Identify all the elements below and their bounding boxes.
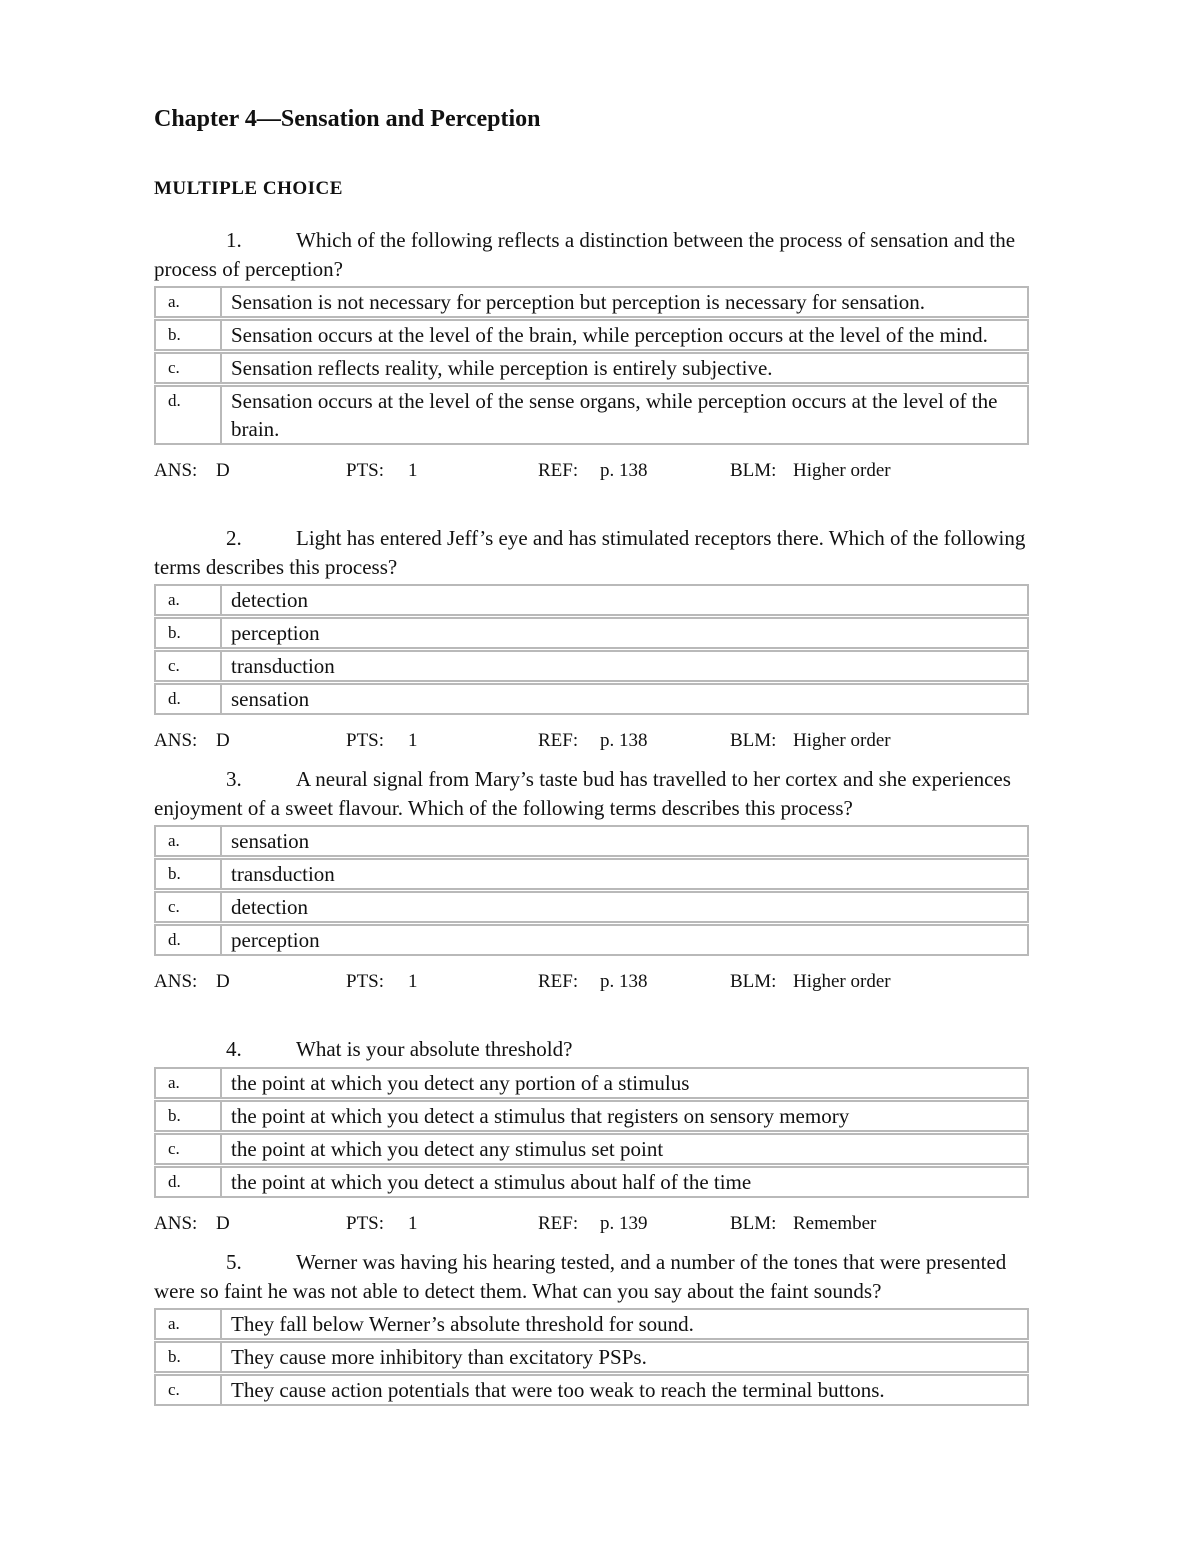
option-text: the point at which you detect any portion of a stimulus [221,1067,1029,1099]
option-letter: d. [154,385,221,445]
option-row [154,825,1029,857]
question-text: Which of the following reflects a distinction between the process of sensation and the process of perception? [154,228,1016,281]
question-3 [154,765,1029,999]
ans-label: ANS: [154,971,198,992]
option-row [154,924,1029,956]
option-letter: d. [154,1166,221,1198]
option-letter: a. [154,286,221,318]
ans-value: D [216,1212,230,1234]
options-table [154,1066,1029,1199]
option-text: Sensation is not necessary for perception but perception is necessary for sensation. [221,286,1029,318]
option-row [154,1308,1029,1340]
option-text: They cause more inhibitory than excitatory PSPs. [221,1341,1029,1373]
pts-value: 1 [408,971,418,992]
option-text: Sensation reflects reality, while perception is entirely subjective. [221,352,1029,384]
pts-value: 1 [408,730,418,751]
option-text: perception [221,924,1029,956]
ans-value: D [216,460,230,481]
option-row [154,683,1029,715]
option-text: the point at which you detect a stimulus about half of the time [221,1166,1029,1198]
option-letter: d. [154,924,221,956]
blm-label: BLM: [730,730,777,751]
option-row [154,891,1029,923]
option-row [154,584,1029,616]
option-letter: a. [154,1067,221,1099]
option-letter: c. [154,352,221,384]
section-heading: MULTIPLE CHOICE [154,178,343,199]
ref-value: p. 139 [600,1212,648,1234]
question-stem [154,765,1029,822]
question-1 [154,226,1029,488]
question-number: 4. [226,1037,242,1061]
option-letter: a. [154,825,221,857]
option-text: They cause action potentials that were too weak to reach the terminal buttons. [221,1374,1029,1406]
option-text: the point at which you detect any stimulus set point [221,1133,1029,1165]
option-letter: b. [154,1100,221,1132]
ref-label: REF: [538,460,579,481]
blm-value: Remember [793,1212,877,1234]
option-letter: b. [154,319,221,351]
blm-value: Higher order [793,971,891,992]
ref-value: p. 138 [600,730,648,751]
options-table [154,583,1029,716]
option-row [154,1341,1029,1373]
options-table [154,285,1029,446]
option-letter: c. [154,650,221,682]
option-text: perception [221,617,1029,649]
option-letter: b. [154,858,221,890]
option-text: sensation [221,683,1029,715]
option-row [154,1133,1029,1165]
chapter-title: Chapter 4—Sensation and Perception [154,106,541,132]
option-row [154,650,1029,682]
blm-label: BLM: [730,1212,777,1234]
option-letter: a. [154,584,221,616]
option-letter: a. [154,1308,221,1340]
option-text: They fall below Werner’s absolute threshold for sound. [221,1308,1029,1340]
option-row [154,1067,1029,1099]
answer-line [154,1213,1029,1241]
option-letter: b. [154,617,221,649]
option-letter: b. [154,1341,221,1373]
answer-line [154,730,1029,758]
ans-label: ANS: [154,730,198,751]
option-text: Sensation occurs at the level of the brain, while perception occurs at the level of the mind. [221,319,1029,351]
option-text: detection [221,891,1029,923]
option-letter: c. [154,1374,221,1406]
blm-value: Higher order [793,460,891,481]
option-row [154,1100,1029,1132]
question-stem [154,226,1029,283]
pts-label: PTS: [346,460,385,481]
ref-value: p. 138 [600,460,648,481]
pts-label: PTS: [346,730,385,751]
ans-value: D [216,730,230,751]
option-row [154,1374,1029,1406]
question-stem [154,1248,1029,1305]
question-text: Werner was having his hearing tested, and a number of the tones that were presented were so faint he was not able to detect them. What can you say about the faint sounds? [154,1250,1007,1303]
option-row [154,385,1029,445]
question-text: What is your absolute threshold? [296,1037,573,1061]
ref-label: REF: [538,971,579,992]
option-row [154,1166,1029,1198]
question-number: 5. [226,1250,242,1274]
options-table [154,1307,1029,1407]
question-stem [154,524,1029,581]
option-row [154,319,1029,351]
option-text: the point at which you detect a stimulus that registers on sensory memory [221,1100,1029,1132]
options-table [154,824,1029,957]
answer-line [154,460,1029,488]
option-text: Sensation occurs at the level of the sense organs, while perception occurs at the level of the brain. [221,385,1029,445]
question-5 [154,1248,1029,1407]
pts-label: PTS: [346,971,385,992]
blm-value: Higher order [793,730,891,751]
option-letter: d. [154,683,221,715]
answer-line [154,971,1029,999]
question-text: A neural signal from Mary’s taste bud has travelled to her cortex and she experiences enjoyment of a sweet flavour. Which of the following terms describes this process? [154,767,1011,820]
question-number: 1. [226,228,242,252]
ref-label: REF: [538,730,579,751]
ans-label: ANS: [154,460,198,481]
ref-label: REF: [538,1212,579,1234]
option-text: detection [221,584,1029,616]
option-text: transduction [221,650,1029,682]
pts-value: 1 [408,460,418,481]
option-letter: c. [154,891,221,923]
option-text: transduction [221,858,1029,890]
question-stem [154,1035,1029,1064]
blm-label: BLM: [730,460,777,481]
option-row [154,858,1029,890]
option-row [154,352,1029,384]
question-number: 2. [226,526,242,550]
ans-label: ANS: [154,1212,198,1234]
question-4 [154,1035,1029,1241]
pts-value: 1 [408,1212,418,1234]
question-2 [154,524,1029,758]
question-text: Light has entered Jeff’s eye and has stimulated receptors there. Which of the following terms describes this process? [154,526,1026,579]
question-number: 3. [226,767,242,791]
option-row [154,286,1029,318]
option-letter: c. [154,1133,221,1165]
blm-label: BLM: [730,971,777,992]
option-row [154,617,1029,649]
ans-value: D [216,971,230,992]
ref-value: p. 138 [600,971,648,992]
pts-label: PTS: [346,1212,385,1234]
option-text: sensation [221,825,1029,857]
